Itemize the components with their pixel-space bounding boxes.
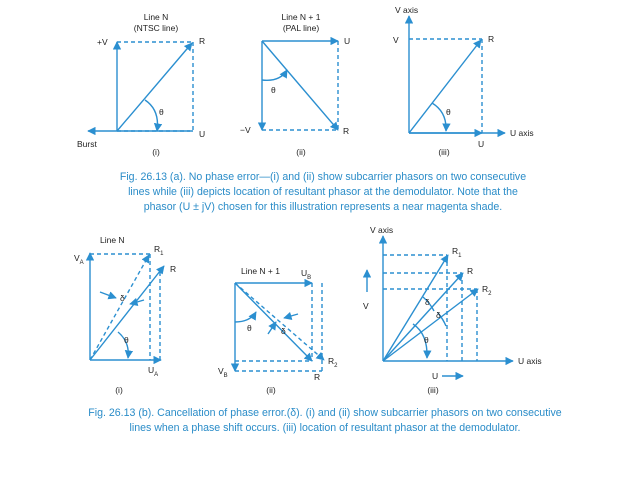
fig-a2-neg-v-label: −V (240, 125, 251, 135)
fig-a-caption-line-1: Fig. 26.13 (a). No phase error—(i) and (ii) show subcarrier phasors on two consecutive (119, 171, 527, 183)
fig-b1-phasor-r1 (90, 255, 149, 360)
fig-a3-u-axis-label: U axis (510, 128, 534, 138)
fig-b2-theta-arc (235, 312, 256, 322)
fig-b1-ua-label (148, 365, 158, 378)
fig-a1-burst: Burst (77, 139, 97, 149)
fig-a-caption-line-2: lines while (iii) depicts location of resultant phasor at the demodulator. Note that the (128, 186, 518, 198)
fig-a3-theta-arc (432, 103, 446, 131)
fig-a2-theta-arc (262, 70, 287, 80)
fig-a3-v-axis-label: V axis (395, 5, 419, 15)
fig-b3-r-label: R (467, 266, 474, 276)
fig-a1-theta: θ (159, 107, 164, 117)
fig-b1-delta-arrow-1 (100, 292, 116, 298)
fig-b2-phasor-r2 (235, 283, 324, 360)
fig-a3-theta: θ (446, 107, 451, 117)
fig-b2-r2-main: R (328, 356, 335, 366)
fig-b2-delta-arrow-2 (284, 314, 298, 318)
fig-b1-title: Line N (100, 235, 125, 245)
fig-b1-va-main: V (74, 253, 80, 263)
fig-a-caption-line-3: phasor (U ± jV) chosen for this illustration represents a near magenta shade. (143, 201, 503, 213)
fig-a1-title: Line N (143, 12, 169, 22)
fig-b3-r2-main: R (482, 284, 489, 294)
fig-a2-subtitle: (PAL line) (282, 23, 320, 33)
fig-b3-phasor-r2 (383, 289, 478, 361)
fig-b2-delta-arrow-1 (268, 322, 276, 334)
fig-b-panel-3-shapes (367, 236, 513, 376)
fig-b2-ub-sub: B (307, 275, 312, 281)
fig-b2-vb-sub: B (223, 373, 228, 379)
fig-a1-r-label: R (199, 36, 206, 46)
fig-a2-numeral: (ii) (296, 147, 306, 157)
fig-b3-r1-sub: 1 (458, 253, 462, 259)
fig-b3-v-label: V (363, 301, 369, 311)
fig-b1-delta: δ (120, 293, 125, 303)
fig-b1-va-sub: A (79, 260, 84, 266)
fig-b1-r1-sub: 1 (160, 251, 164, 257)
fig-b2-phasor-r (235, 283, 312, 361)
fig-a1-theta-arc (145, 100, 158, 131)
fig-b3-theta: θ (424, 335, 429, 345)
fig-b2-delta: δ (281, 326, 286, 336)
fig-b2-vb-main: V (218, 366, 224, 376)
fig-b3-r1-main: R (452, 246, 459, 256)
fig-a1-numeral: (i) (152, 147, 160, 157)
fig-b2-vb-label (218, 366, 228, 379)
fig-b1-r1-label (154, 244, 164, 257)
fig-b2-r2-label (328, 356, 338, 369)
fig-b3-delta-1: δ (425, 297, 430, 307)
fig-b1-numeral: (i) (115, 385, 123, 395)
fig-a3-numeral: (iii) (438, 147, 450, 157)
fig-b3-r2-sub: 2 (488, 291, 492, 297)
fig-b1-r1-main: R (154, 244, 161, 254)
fig-b3-delta-2: δ (436, 310, 441, 320)
fig-b3-u-axis-label: U axis (518, 356, 542, 366)
fig-b3-v-axis-label: V axis (370, 225, 394, 235)
fig-a1-v-label: +V (97, 37, 108, 47)
fig-b2-ub-main: U (301, 268, 308, 278)
fig-a3-v-label: V (393, 35, 399, 45)
fig-b-caption-line-1: Fig. 26.13 (b). Cancellation of phase error.(δ). (i) and (ii) show subcarrier phasors on two consecutive (88, 407, 562, 419)
fig-a2-r-label: R (343, 126, 350, 136)
fig-b3-numeral: (iii) (427, 385, 439, 395)
fig-b2-numeral: (ii) (266, 385, 276, 395)
fig-a1-resultant-r (117, 43, 192, 131)
fig-b1-theta: θ (124, 335, 129, 345)
fig-b1-ua-sub: A (154, 372, 159, 378)
fig-b3-u-label: U (432, 371, 439, 381)
fig-b1-ua-main: U (148, 365, 155, 375)
fig-b2-theta: θ (247, 323, 252, 333)
fig-a1-u-label: U (199, 129, 206, 139)
fig-a2-theta: θ (271, 85, 276, 95)
fig-a3-u-label: U (478, 139, 485, 149)
fig-b2-ub-label (301, 268, 311, 281)
fig-a2-u-label: U (344, 36, 351, 46)
fig-a-panel-1-shapes (88, 42, 193, 131)
fig-b1-r-label: R (170, 264, 177, 274)
fig-b2-r2-sub: 2 (334, 363, 338, 369)
fig-a3-r-label: R (488, 34, 495, 44)
fig-a-caption (58, 170, 588, 215)
fig-b-caption-line-2: lines when a phase shift occurs. (iii) location of resultant phasor at the demodulator. (129, 422, 521, 434)
fig-b1-va-label (74, 253, 84, 266)
fig-b3-r1-label (452, 246, 462, 259)
fig-b3-phasor-r (383, 273, 463, 361)
fig-a1-subtitle: (NTSC line) (133, 23, 179, 33)
fig-b2-title: Line N + 1 (241, 266, 280, 276)
fig-b2-r-label: R (314, 372, 321, 382)
fig-b-caption (40, 406, 610, 436)
fig-b3-r2-label (482, 284, 492, 297)
fig-b3-phasor-r1 (383, 255, 448, 361)
fig-a2-title: Line N + 1 (281, 12, 321, 22)
